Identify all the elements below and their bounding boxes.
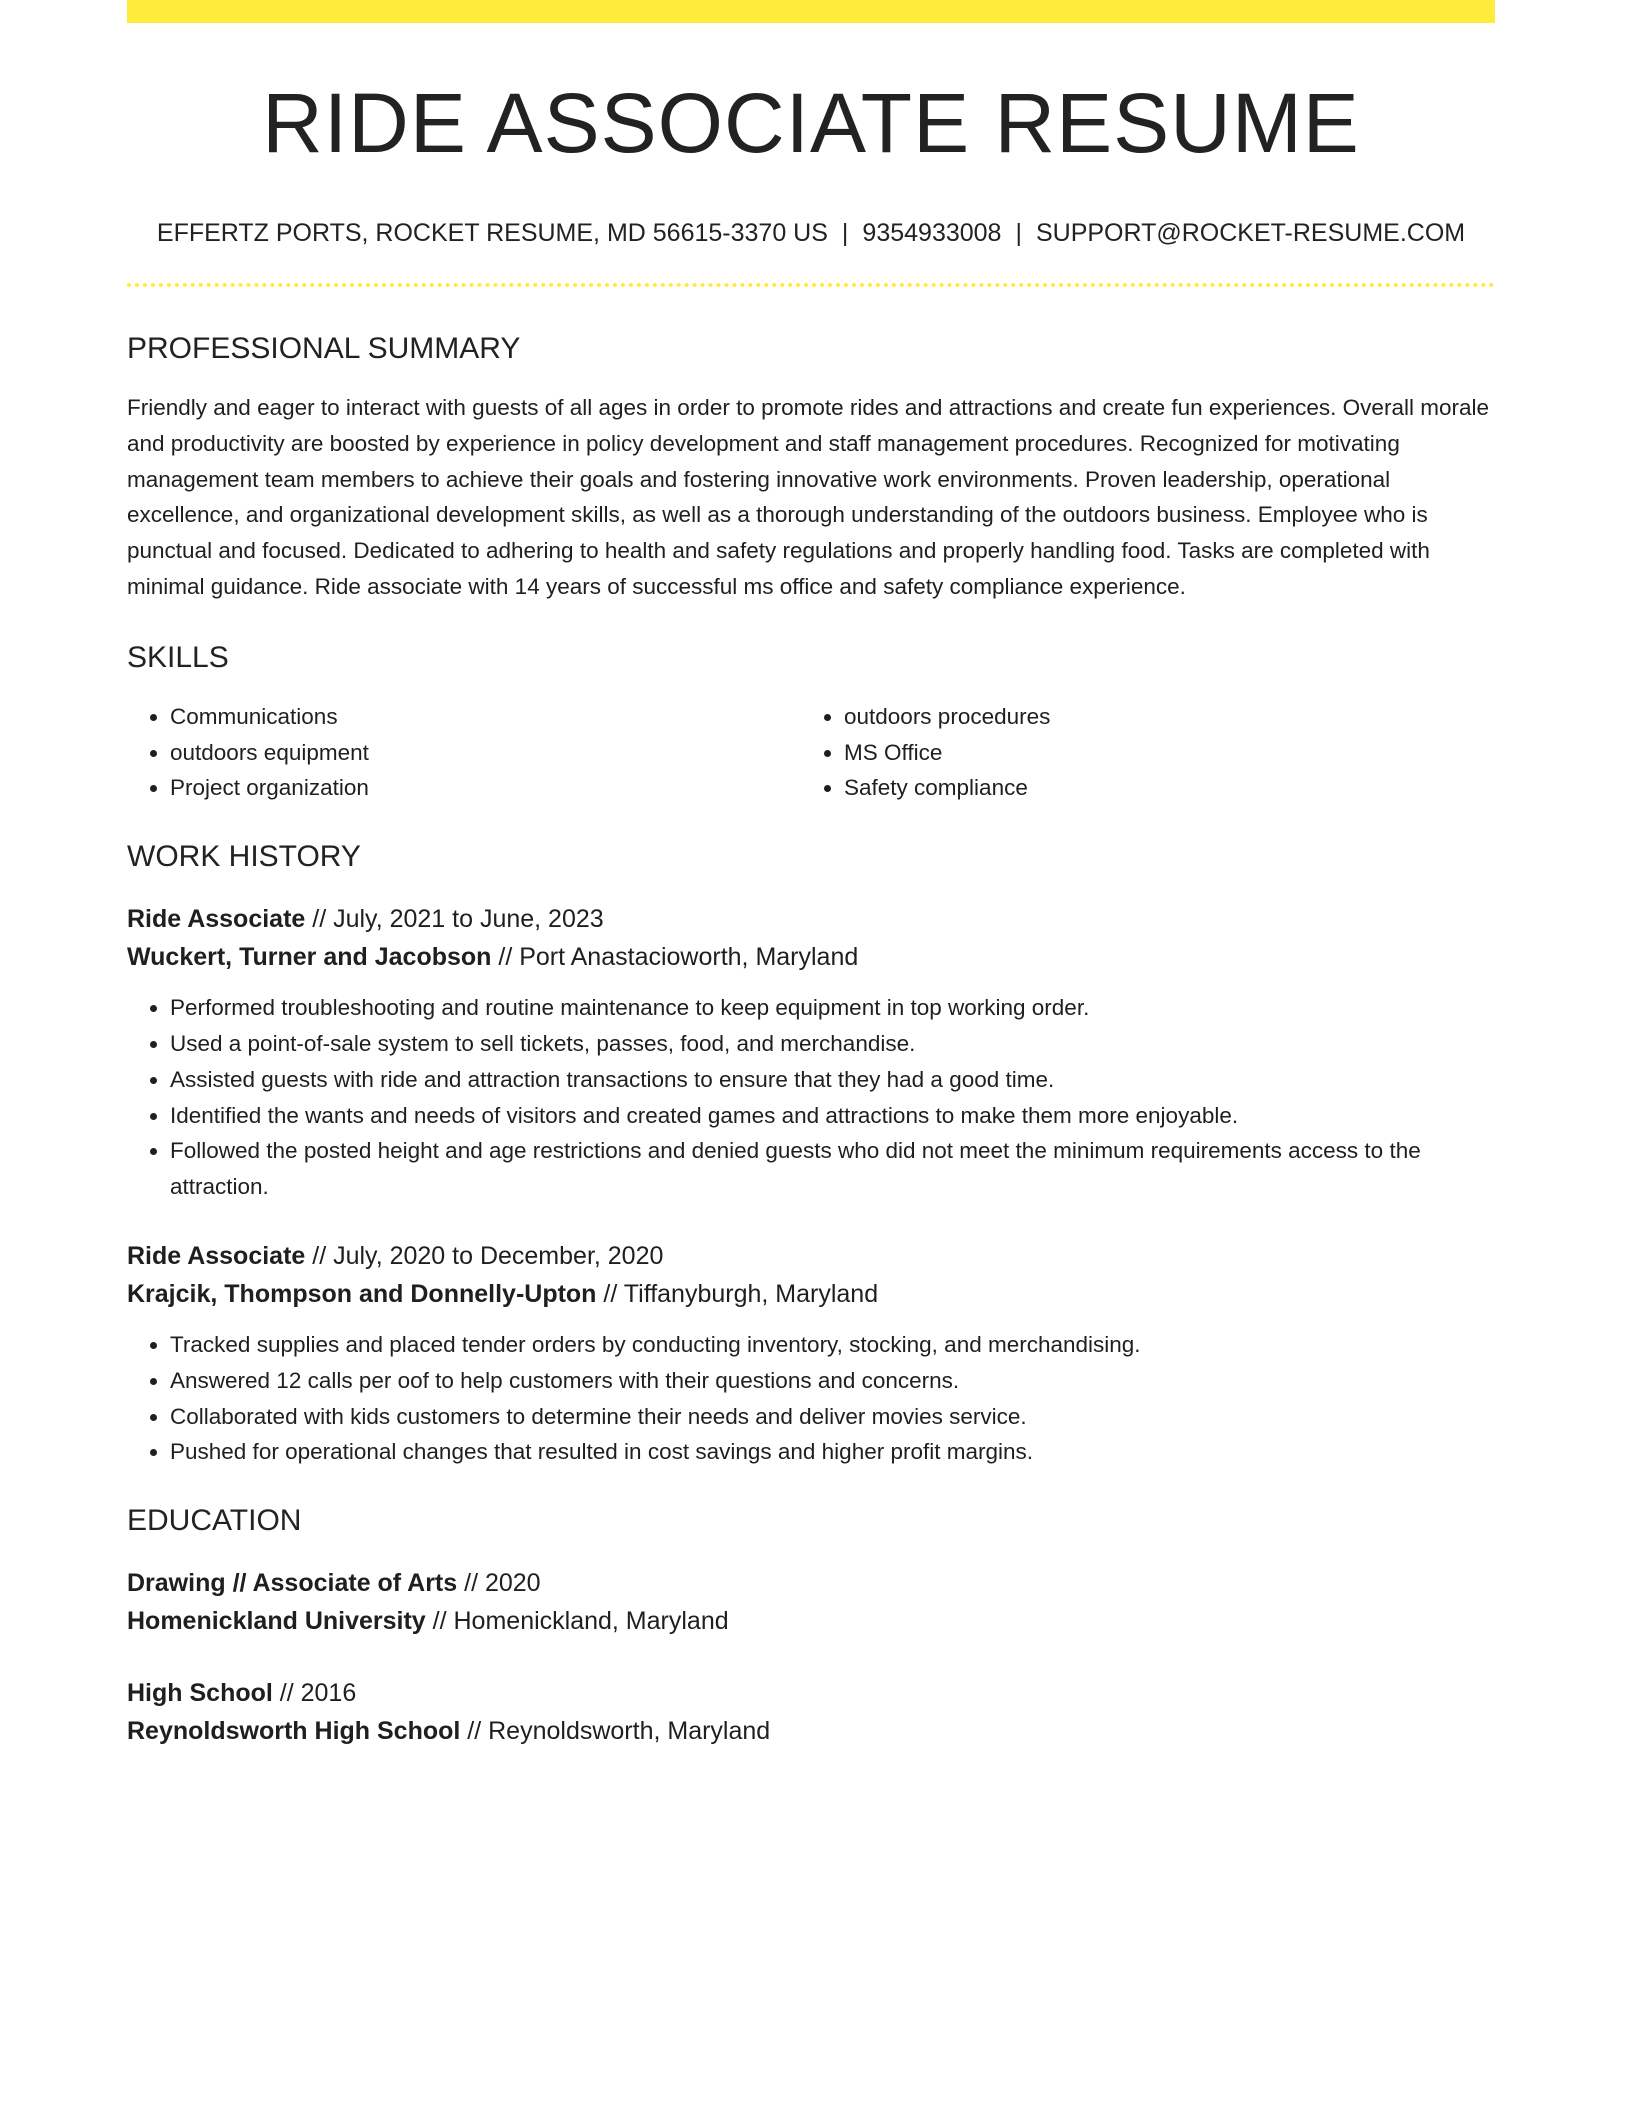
- top-accent-bar: [127, 0, 1495, 23]
- job-entry: [127, 1237, 1495, 1470]
- dotted-divider: [127, 283, 1495, 287]
- job-company: Wuckert, Turner and Jacobson: [127, 943, 492, 972]
- section-title-work-history: WORK HISTORY: [127, 840, 361, 874]
- section-title-education: EDUCATION: [127, 1504, 302, 1538]
- education-entry: [127, 1674, 1495, 1750]
- education-degree-line: [127, 1674, 1495, 1712]
- skills-left-column: [127, 699, 801, 806]
- education-school: Homenickland University: [127, 1607, 426, 1636]
- education-school: Reynoldsworth High School: [127, 1717, 461, 1746]
- job-position: Ride Associate: [127, 1241, 306, 1270]
- resume-title: RIDE ASSOCIATE RESUME: [262, 76, 1360, 170]
- education-school-line: [127, 1712, 1495, 1750]
- job-bullets: [127, 990, 1495, 1205]
- skill-item: • MS Office: [844, 735, 1475, 771]
- job-bullet: • Identified the wants and needs of visitors and created games and attractions to make them more enjoyable.: [170, 1098, 1495, 1134]
- job-bullet: • Answered 12 calls per oof to help customers with their questions and concerns.: [170, 1363, 1495, 1399]
- summary-text: Friendly and eager to interact with guests of all ages in order to promote rides and attractions and create fun experiences. Overall morale and productivity are boosted by experience in policy development and staff management procedures. Recognized for motivating management team members to achieve their goals and fostering innovative work environments. Proven leadership, operational excellence, and organizational development skills, as well as a thorough understanding of the outdoors business. Employee who is punctual and focused. Dedicated to adhering to health and safety regulations and properly handling food. Tasks are completed with minimal guidance. Ride associate with 14 years of successful ms office and safety compliance experience.: [127, 395, 1489, 599]
- job-location: // Port Anastacioworth, Maryland: [491, 943, 859, 972]
- skill-item: • Safety compliance: [844, 770, 1475, 806]
- skill-item: • outdoors equipment: [170, 735, 801, 771]
- contact-separator: |: [841, 219, 849, 247]
- education-degree: High School: [127, 1679, 273, 1708]
- job-dates: // July, 2021 to June, 2023: [305, 905, 604, 934]
- education-year: // 2020: [457, 1569, 541, 1598]
- section-title-skills: SKILLS: [127, 640, 229, 674]
- job-entry: [127, 900, 1495, 1205]
- education-degree-line: [127, 1564, 1495, 1602]
- contact-line: [127, 218, 1495, 248]
- job-bullet: • Performed troubleshooting and routine maintenance to keep equipment in top working order.: [170, 990, 1495, 1026]
- job-bullets: [127, 1327, 1495, 1470]
- job-company: Krajcik, Thompson and Donnelly-Upton: [127, 1279, 597, 1308]
- skills-grid: [127, 699, 1495, 806]
- job-position: Ride Associate: [127, 905, 306, 934]
- education-location: // Reynoldsworth, Maryland: [460, 1717, 771, 1746]
- job-title-line: [127, 900, 1495, 938]
- contact-separator: |: [1015, 219, 1022, 247]
- job-title-line: [127, 1237, 1495, 1275]
- job-company-line: [127, 938, 1495, 976]
- education-school-line: [127, 1602, 1495, 1640]
- job-bullet: • Used a point-of-sale system to sell tickets, passes, food, and merchandise.: [170, 1026, 1495, 1062]
- job-bullet: • Assisted guests with ride and attraction transactions to ensure that they had a good time.: [170, 1062, 1495, 1098]
- skill-item: • outdoors procedures: [844, 699, 1475, 735]
- skills-right-column: [801, 699, 1475, 806]
- phone: 9354933008: [862, 219, 1002, 247]
- job-company-line: [127, 1275, 1495, 1313]
- section-title-summary: PROFESSIONAL SUMMARY: [127, 332, 521, 365]
- skill-item: • Communications: [170, 699, 801, 735]
- resume-page: [127, 0, 1495, 1750]
- education-year: // 2016: [272, 1679, 357, 1708]
- job-location: // Tiffanyburgh, Maryland: [596, 1279, 879, 1308]
- education-entry: [127, 1564, 1495, 1640]
- job-bullet: • Followed the posted height and age restrictions and denied guests who did not meet the minimum requirements access to the attraction.: [170, 1133, 1495, 1205]
- job-bullet: • Pushed for operational changes that resulted in cost savings and higher profit margins.: [170, 1434, 1495, 1470]
- job-bullet: • Tracked supplies and placed tender orders by conducting inventory, stocking, and merchandising.: [170, 1327, 1495, 1363]
- education-degree: Drawing // Associate of Arts: [127, 1569, 458, 1598]
- job-dates: // July, 2020 to December, 2020: [305, 1241, 664, 1270]
- education-location: // Homenickland, Maryland: [425, 1607, 729, 1636]
- job-bullet: • Collaborated with kids customers to determine their needs and deliver movies service.: [170, 1399, 1495, 1435]
- email: SUPPORT@ROCKET-RESUME.COM: [1035, 219, 1466, 247]
- skill-item: • Project organization: [170, 770, 801, 806]
- address: EFFERTZ PORTS, ROCKET RESUME, MD 56615-3370 US: [156, 219, 828, 247]
